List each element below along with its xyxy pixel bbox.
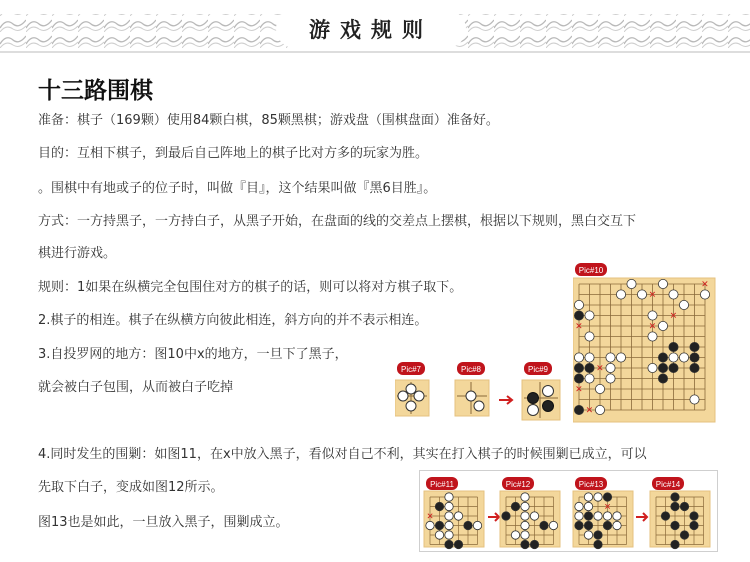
rule-text: 规则：1如果在纵横完全包围住对方的棋子的话，则可以将对方棋子取下。 bbox=[38, 280, 463, 295]
rule-text: 目的：互相下棋子，到最后自己阵地上的棋子比对方多的玩家为胜。 bbox=[38, 146, 429, 161]
white-stone bbox=[594, 493, 602, 501]
rule-text: 准备：棋子（169颗）使用84颗白棋，85颗黑棋；游戏盘（围棋盘面）准备好。 bbox=[38, 113, 499, 128]
pic7-label: Pic#7 bbox=[400, 365, 422, 374]
white-stone bbox=[637, 290, 646, 299]
x-mark-icon: ✕ bbox=[669, 310, 678, 321]
banner-title: 游戏规则 bbox=[276, 10, 466, 48]
white-stone bbox=[585, 353, 594, 362]
pic14-label: Pic#14 bbox=[655, 480, 681, 489]
black-stone bbox=[574, 405, 583, 414]
white-stone bbox=[574, 353, 583, 362]
black-stone bbox=[671, 521, 679, 529]
white-stone bbox=[648, 332, 657, 341]
white-stone bbox=[521, 531, 529, 539]
white-stone bbox=[473, 521, 481, 529]
white-stone bbox=[445, 502, 453, 510]
white-stone bbox=[574, 300, 583, 309]
black-stone bbox=[574, 311, 583, 320]
figure-pic14 bbox=[650, 477, 710, 549]
figure-group-surround bbox=[420, 471, 716, 551]
black-stone bbox=[502, 512, 510, 520]
pic11-label: Pic#11 bbox=[430, 480, 454, 489]
white-stone bbox=[648, 363, 657, 372]
black-stone bbox=[658, 363, 667, 372]
figure-pic12 bbox=[500, 477, 560, 549]
arrow-right-icon bbox=[488, 513, 499, 521]
rule-text: 棋进行游戏。 bbox=[38, 246, 117, 261]
black-stone bbox=[464, 521, 472, 529]
black-stone bbox=[671, 493, 679, 501]
x-mark-icon: ✕ bbox=[596, 363, 604, 373]
white-stone bbox=[700, 290, 709, 299]
white-stone bbox=[585, 311, 594, 320]
white-stone bbox=[595, 384, 604, 393]
x-mark-icon: ✕ bbox=[585, 405, 594, 415]
white-stone bbox=[627, 279, 636, 288]
white-stone bbox=[606, 363, 615, 372]
white-stone bbox=[616, 290, 625, 299]
white-stone bbox=[585, 332, 594, 341]
pic9-label: Pic#9 bbox=[527, 365, 549, 374]
arrow-right-icon bbox=[499, 396, 512, 404]
black-stone bbox=[445, 540, 453, 548]
white-stone bbox=[521, 502, 529, 510]
black-stone bbox=[594, 540, 602, 548]
white-stone bbox=[454, 512, 462, 520]
white-stone bbox=[445, 521, 453, 529]
white-stone bbox=[679, 353, 688, 362]
white-stone bbox=[511, 531, 519, 539]
white-stone bbox=[445, 493, 453, 501]
black-stone bbox=[574, 374, 583, 383]
black-stone bbox=[658, 353, 667, 362]
black-stone bbox=[669, 342, 678, 351]
black-stone bbox=[690, 512, 698, 520]
black-stone bbox=[511, 502, 519, 510]
white-stone bbox=[616, 353, 625, 362]
black-stone bbox=[690, 342, 699, 351]
white-stone bbox=[690, 395, 699, 404]
black-stone bbox=[575, 521, 583, 529]
white-stone bbox=[648, 311, 657, 320]
black-stone bbox=[454, 540, 462, 548]
x-mark-icon: ✕ bbox=[648, 321, 657, 331]
white-stone bbox=[679, 300, 688, 309]
white-stone bbox=[613, 521, 621, 529]
page-title: 十三路围棋 bbox=[38, 78, 153, 104]
header-banner bbox=[0, 0, 750, 60]
white-stone bbox=[658, 279, 667, 288]
rule-text: 图13也是如此，一旦放入黑子，围剿成立。 bbox=[38, 515, 289, 530]
pic10-label: Pic#10 bbox=[578, 266, 604, 275]
figure-pic11 bbox=[424, 477, 484, 549]
figure-pic7 bbox=[395, 362, 429, 416]
white-stone bbox=[669, 353, 678, 362]
figure-pic9 bbox=[522, 362, 560, 420]
white-stone bbox=[426, 521, 434, 529]
white-stone bbox=[521, 493, 529, 501]
white-stone bbox=[603, 512, 611, 520]
white-stone bbox=[595, 405, 604, 414]
white-stone bbox=[585, 374, 594, 383]
figure-pic8 bbox=[455, 362, 489, 416]
white-stone bbox=[669, 290, 678, 299]
figure-pic10 bbox=[573, 262, 718, 424]
x-mark-icon: ✕ bbox=[701, 279, 709, 289]
rule-text: 3.自投罗网的地方：图10中x的地方，一旦下了黑子， bbox=[38, 347, 348, 362]
white-stone bbox=[606, 374, 615, 383]
black-stone bbox=[658, 374, 667, 383]
white-stone bbox=[530, 512, 538, 520]
figure-pic13 bbox=[573, 477, 633, 549]
x-mark-icon: ✕ bbox=[575, 321, 583, 331]
black-stone bbox=[669, 363, 678, 372]
black-stone bbox=[584, 512, 592, 520]
white-stone bbox=[521, 512, 529, 520]
black-stone bbox=[680, 531, 688, 539]
black-stone bbox=[585, 363, 594, 372]
rule-text: 方式：一方持黑子，一方持白子，从黑子开始，在盘面的线的交差点上摆棋，根据以下规则，黑白交互下 bbox=[38, 214, 637, 229]
black-stone bbox=[690, 363, 699, 372]
white-stone bbox=[521, 521, 529, 529]
black-stone bbox=[574, 363, 583, 372]
white-stone bbox=[584, 502, 592, 510]
black-stone bbox=[671, 502, 679, 510]
x-mark-icon: ✕ bbox=[575, 384, 583, 394]
black-stone bbox=[690, 521, 698, 529]
white-stone bbox=[584, 531, 592, 539]
arrow-right-icon bbox=[636, 513, 647, 521]
pic12-label: Pic#12 bbox=[505, 480, 531, 489]
rule-text: 2.棋子的相连。棋子在纵横方向彼此相连，斜方向的并不表示相连。 bbox=[38, 313, 428, 328]
black-stone bbox=[690, 353, 699, 362]
black-stone bbox=[521, 540, 529, 548]
black-stone bbox=[594, 531, 602, 539]
white-stone bbox=[594, 512, 602, 520]
black-stone bbox=[530, 540, 538, 548]
white-stone bbox=[445, 531, 453, 539]
rule-text: 。围棋中有地或子的位子时，叫做『目』，这个结果叫做『黑6目胜』。 bbox=[38, 181, 437, 196]
black-stone bbox=[603, 521, 611, 529]
white-stone bbox=[606, 353, 615, 362]
rule-text: 4.同时发生的围剿：如图11，在x中放入黑子，看似对自己不利，其实在打入棋子的时候围剿已成立，可以 bbox=[38, 447, 647, 462]
white-stone bbox=[549, 521, 557, 529]
x-mark-icon: ✕ bbox=[648, 289, 657, 300]
black-stone bbox=[680, 502, 688, 510]
white-stone bbox=[575, 502, 583, 510]
white-stone bbox=[445, 512, 453, 520]
white-stone bbox=[658, 321, 667, 330]
rule-text: 就会被白子包围，从而被白子吃掉 bbox=[38, 380, 234, 395]
black-stone bbox=[540, 521, 548, 529]
black-stone bbox=[603, 493, 611, 501]
black-stone bbox=[661, 512, 669, 520]
white-stone bbox=[584, 493, 592, 501]
black-stone bbox=[435, 521, 443, 529]
black-stone bbox=[671, 540, 679, 548]
x-mark-icon: ✕ bbox=[603, 501, 612, 512]
pic8-label: Pic#8 bbox=[460, 365, 482, 374]
pic13-label: Pic#13 bbox=[578, 480, 604, 489]
black-stone bbox=[584, 521, 592, 529]
black-stone bbox=[435, 502, 443, 510]
white-stone bbox=[613, 512, 621, 520]
white-stone bbox=[435, 531, 443, 539]
rule-text: 先取下白子，变成如图12所示。 bbox=[38, 480, 224, 495]
figure-group-capture bbox=[395, 360, 570, 422]
x-mark-icon: ✕ bbox=[426, 511, 434, 521]
white-stone bbox=[575, 512, 583, 520]
